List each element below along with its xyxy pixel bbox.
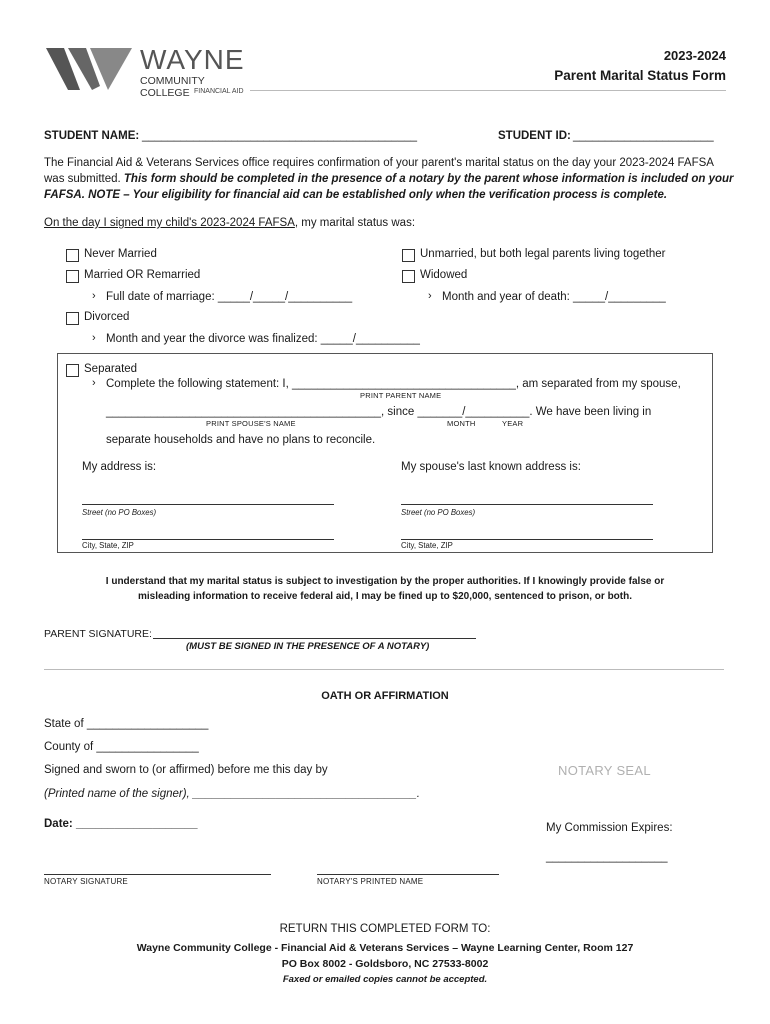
- intro-line-3: [44, 189, 667, 201]
- year-caption: YEAR: [502, 419, 524, 428]
- student-name-field[interactable]: ___________________________________________: [142, 130, 418, 142]
- my-address-label: My address is:: [82, 461, 157, 473]
- label-widowed: Widowed: [420, 269, 468, 281]
- label-unmarried-living: Unmarried, but both legal parents living together: [420, 248, 666, 260]
- signed-sworn-text: Signed and sworn to (or affirmed) before me this day by: [44, 764, 328, 776]
- chevron-right-icon: ›: [92, 290, 96, 302]
- warning-line-1: I understand that my marital status is subject to investigation by the proper authorities. If I knowingly provide false or: [105, 576, 665, 587]
- parent-signature-label: PARENT SIGNATURE:: [44, 628, 152, 640]
- divorce-date-field[interactable]: Month and year the divorce was finalized: _____/__________: [106, 333, 420, 345]
- intro-line-1: The Financial Aid & Veterans Services office requires confirmation of your parent's marital status on the day your 2023-2024 FAFSA: [44, 157, 714, 169]
- print-parent-name-caption: PRINT PARENT NAME: [360, 391, 442, 400]
- my-street-caption: Street (no PO Boxes): [82, 508, 157, 517]
- student-id-label: STUDENT ID:: [498, 130, 571, 142]
- commission-label: My Commission Expires:: [546, 822, 673, 834]
- spouse-street-caption: Street (no PO Boxes): [401, 508, 476, 517]
- form-year: 2023-2024: [663, 48, 726, 63]
- student-id-field[interactable]: ______________________: [573, 130, 714, 142]
- label-never-married: Never Married: [84, 248, 157, 260]
- student-name-label: STUDENT NAME:: [44, 130, 140, 142]
- print-spouse-name-caption: PRINT SPOUSE'S NAME: [206, 419, 296, 428]
- label-divorced: Divorced: [84, 311, 130, 323]
- notary-seal-placeholder: NOTARY SEAL: [558, 763, 651, 778]
- notary-printed-name-field[interactable]: [317, 866, 499, 875]
- form-title: Parent Marital Status Form: [554, 68, 726, 83]
- checkbox-married[interactable]: [66, 270, 79, 283]
- oath-title: OATH OR AFFIRMATION: [321, 690, 449, 702]
- chevron-right-icon: ›: [92, 332, 96, 344]
- faxed-note: Faxed or emailed copies cannot be accepted.: [282, 974, 488, 985]
- checkbox-widowed[interactable]: [402, 270, 415, 283]
- county-field[interactable]: County of ________________: [44, 741, 199, 753]
- chevron-right-icon: ›: [92, 377, 96, 389]
- spouse-city-caption: City, State, ZIP: [401, 541, 453, 550]
- my-city-field[interactable]: [82, 529, 334, 540]
- status-prompt: [44, 217, 415, 229]
- intro-note-label: FAFSA. NOTE –: [44, 189, 130, 201]
- state-field[interactable]: State of ___________________: [44, 718, 209, 730]
- notary-date-field[interactable]: Date: ___________________: [44, 818, 198, 830]
- separated-line-2[interactable]: ___________________________________________, since _______/__________. We have been living in: [106, 406, 652, 418]
- spouse-address-label: My spouse's last known address is:: [401, 461, 581, 473]
- notary-signature-caption: NOTARY SIGNATURE: [44, 877, 128, 886]
- logo-dept: FINANCIAL AID: [194, 88, 244, 95]
- spouse-street-field[interactable]: [401, 494, 653, 505]
- return-address-line-2: PO Box 8002 - Goldsboro, NC 27533-8002: [281, 958, 489, 970]
- header-rule: [250, 90, 726, 91]
- separated-statement[interactable]: Complete the following statement: I, ___________________________________, am separated from my spouse,: [106, 378, 681, 390]
- intro-line-2b: This form should be completed in the presence of a notary by the parent whose information is included on your: [123, 173, 734, 185]
- intro-note: Your eligibility for financial aid can be established only when the verification process is complete.: [129, 189, 668, 201]
- logo-college: COMMUNITY COLLEGE: [140, 75, 205, 99]
- status-prompt-underlined: On the day I signed my child's 2023-2024 FAFSA: [44, 217, 295, 229]
- my-city-caption: City, State, ZIP: [82, 541, 134, 550]
- checkbox-separated[interactable]: [66, 364, 79, 377]
- label-separated: Separated: [84, 363, 138, 375]
- return-address-line-1: Wayne Community College - Financial Aid & Veterans Services – Wayne Learning Center, Room 127: [136, 942, 634, 954]
- my-street-field[interactable]: [82, 494, 334, 505]
- chevron-right-icon: ›: [428, 290, 432, 302]
- parent-signature-note: (MUST BE SIGNED IN THE PRESENCE OF A NOTARY): [186, 641, 430, 652]
- month-caption: MONTH: [447, 419, 476, 428]
- return-to-heading: RETURN THIS COMPLETED FORM TO:: [279, 923, 491, 935]
- logo: [46, 46, 256, 98]
- commission-field[interactable]: ___________________: [546, 851, 668, 863]
- checkbox-unmarried-living[interactable]: [402, 249, 415, 262]
- checkbox-divorced[interactable]: [66, 312, 79, 325]
- logo-mark-icon: [46, 46, 136, 94]
- intro-line-2: [44, 173, 734, 185]
- warning-line-2: misleading information to receive federal aid, I may be fined up to $20,000, sentenced to prison, or both.: [138, 591, 632, 602]
- death-date-field[interactable]: Month and year of death: _____/_________: [442, 291, 666, 303]
- logo-name: WAYNE: [140, 44, 245, 75]
- notary-printed-name-caption: NOTARY'S PRINTED NAME: [317, 877, 424, 886]
- spouse-city-field[interactable]: [401, 529, 653, 540]
- checkbox-never-married[interactable]: [66, 249, 79, 262]
- printed-name-field[interactable]: (Printed name of the signer), ___________________________________.: [44, 788, 420, 800]
- parent-signature-field[interactable]: [153, 628, 476, 639]
- notary-signature-field[interactable]: [44, 866, 271, 875]
- marriage-date-field[interactable]: Full date of marriage: _____/_____/__________: [106, 291, 353, 303]
- status-prompt-rest: , my marital status was:: [294, 217, 416, 229]
- separated-line-3: separate households and have no plans to reconcile.: [106, 434, 376, 446]
- intro-line-2a: was submitted.: [44, 173, 124, 185]
- label-married: Married OR Remarried: [84, 269, 201, 281]
- section-rule: [44, 669, 724, 670]
